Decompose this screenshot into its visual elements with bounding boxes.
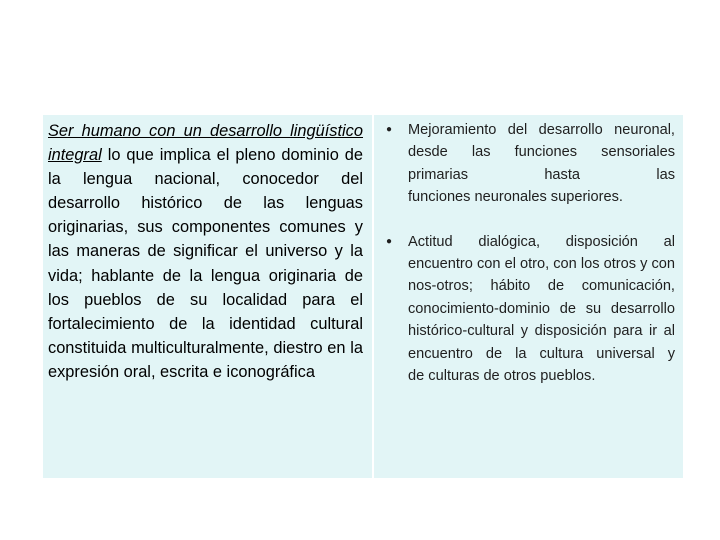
bullet-body: Actitud dialógica, disposición al encuentro con el otro, con los otros y con nos-otros; hábito de comunicación, conocimiento-dominio de su desarrollo histórico-cultural y disposición para ir al encuentro de la cultura universal y [408,233,675,362]
bullet-icon: ● [386,235,393,247]
right-cell [374,115,683,478]
left-cell-text: lo que implica el pleno dominio de la lengua nacional, conocedor del desarrollo histórico de las lenguas originarias, sus componentes comunes y las maneras de significar el universo y la vida; hablante de la lengua originaria de los pueblos de su localidad para el fortalecimiento de la identidad cultural constituida multiculturalmente, diestro en la [48,146,363,357]
left-cell-body [48,122,363,357]
emphasis-phrase: Ser humano con un desarrollo lingüístico integral [48,122,363,165]
bullet-text [408,231,675,388]
bullet-icon: ● [386,124,393,135]
bullet-tail: de culturas de otros pueblos. [408,368,596,385]
bullet-tail: funciones neuronales superiores. [408,189,623,206]
bullet-item [386,119,675,209]
bullet-body: Mejoramiento del desarrollo neuronal, desde las funciones sensoriales primarias hasta las [408,122,675,183]
left-cell [43,115,372,478]
bullet-text [408,119,675,209]
left-cell-last-line: expresión oral, escrita e iconográfica [48,362,315,381]
content-table [43,115,683,478]
bullet-item [386,231,675,388]
